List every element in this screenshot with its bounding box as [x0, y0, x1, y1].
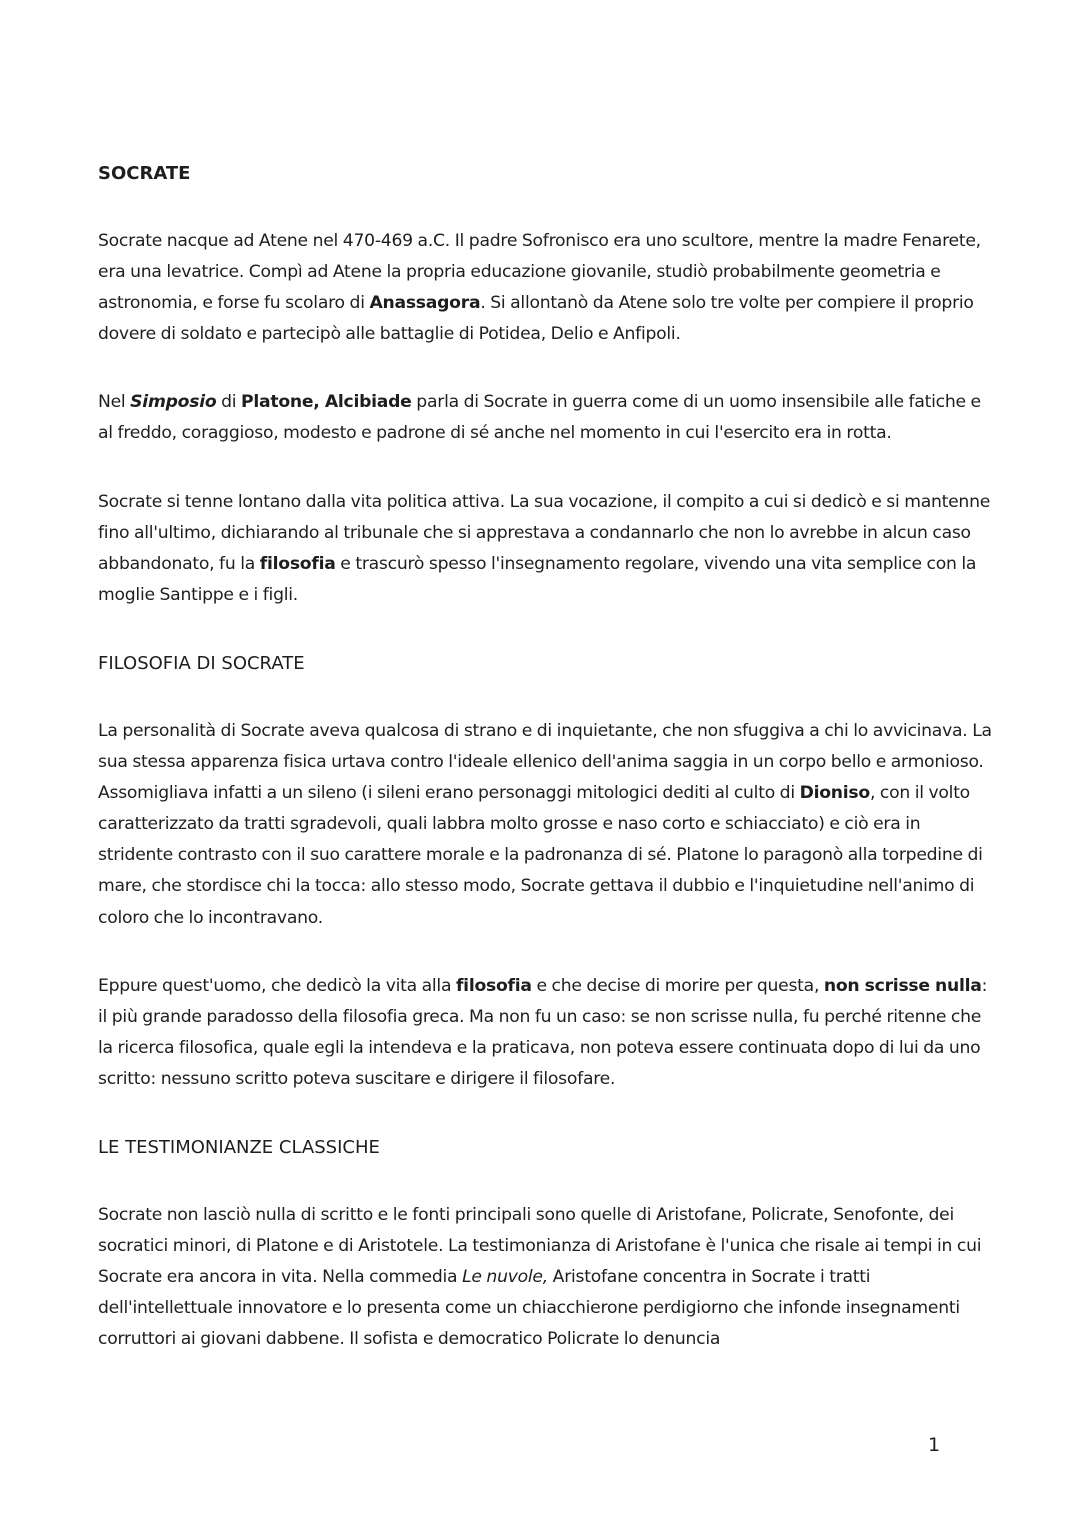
paragraph-personalita: La personalità di Socrate aveva qualcosa di strano e di inquietante, che non sfuggiva a chi lo avvicinava. La sua stessa apparenza fisica urtava contro l'ideale ellenico dell'anima saggia in un corpo bello e armonioso. Assomigliava infatti a un sileno (i sileni erano personaggi mitologici dediti al culto di Dioniso, con il volto caratterizzato da tratti sgradevoli, quali labbra molto grosse e naso corto e schiacciato) e ciò era in stridente contrasto con il suo carattere morale e la padronanza di sé. Platone lo paragonò alla torpedine di mare, che stordisce chi la tocca: allo stesso modo, Socrate gettava il dubbio e l'inquietudine nell'animo di coloro che lo incontravano. — [98, 720, 992, 928]
paragraph-vocazione: Socrate si tenne lontano dalla vita politica attiva. La sua vocazione, il compito a cui si dedicò e si mantenne fino all'ultimo, dichiarando al tribunale che si apprestava a condannarlo che non lo avrebbe in alcun caso abbandonato, fu la filosofia e trascurò spesso l'insegnamento regolare, vivendo una vita semplice con la moglie Santippe e i figli. — [98, 491, 991, 605]
italic-term-le-nuvole: Le nuvole, — [462, 1267, 548, 1288]
bold-term-non-scrisse-nulla: non scrisse nulla — [823, 975, 982, 996]
bold-italic-term-simposio: Simposio — [130, 392, 217, 413]
paragraph-fonti: Socrate non lasciò nulla di scritto e le fonti principali sono quelle di Aristofane, Policrate, Senofonte, dei socratici minori, di Platone e di Aristotele. La testimonianza di Aristofane è l'unica che risale ai tempi in cui Socrate era ancora in vita. Nella commedia Le nuvole, Aristofane concentra in Socrate i tratti dell'intellettuale innovatore e lo presenta come un chiacchierone perdigiorno che infonde insegnamenti corruttori ai giovani dabbene. Il sofista e democratico Policrate lo denuncia — [98, 1204, 982, 1350]
page-number: 1 — [928, 1434, 941, 1456]
bold-term-platone: Platone — [241, 392, 314, 413]
section-heading-testimonianze: LE TESTIMONIANZE CLASSICHE — [98, 1136, 380, 1158]
bold-term-dioniso: Dioniso — [799, 783, 870, 804]
paragraph-biography: Socrate nacque ad Atene nel 470-469 a.C. Il padre Sofronisco era uno scultore, mentre la madre Fenarete, era una levatrice. Compì ad Atene la propria educazione giovanile, studiò probabilmente geometria e astronomia, e forse fu scolaro di Anassagora. Si allontanò da Atene solo tre volte per compiere il proprio dovere di soldato e partecipò alle battaglie di Potidea, Delio e Anfipoli. — [98, 231, 981, 345]
bold-term-filosofia: filosofia — [259, 553, 336, 574]
paragraph-simposio: Nel Simposio di Platone, Alcibiade parla di Socrate in guerra come di un uomo insensibile alle fatiche e al freddo, coraggioso, modesto e padrone di sé anche nel momento in cui l'esercito era in rotta. — [98, 392, 981, 444]
paragraph-paradosso: Eppure quest'uomo, che dedicò la vita alla filosofia e che decise di morire per questa, non scrisse nulla: il più grande paradosso della filosofia greca. Ma non fu un caso: se non scrisse nulla, fu perché ritenne che la ricerca filosofica, quale egli la intendeva e la praticava, non poteva essere continuata dopo di lui da uno scritto: nessuno scritto poteva suscitare e dirigere il filosofare. — [98, 975, 988, 1089]
bold-term-filosofia-2: filosofia — [455, 975, 532, 996]
document-title: SOCRATE — [98, 163, 191, 184]
bold-term-anassagora: Anassagora — [369, 293, 481, 314]
section-heading-filosofia: FILOSOFIA DI SOCRATE — [98, 652, 305, 674]
document-page — [98, 158, 998, 1392]
bold-term-alcibiade: Alcibiade — [324, 392, 412, 413]
